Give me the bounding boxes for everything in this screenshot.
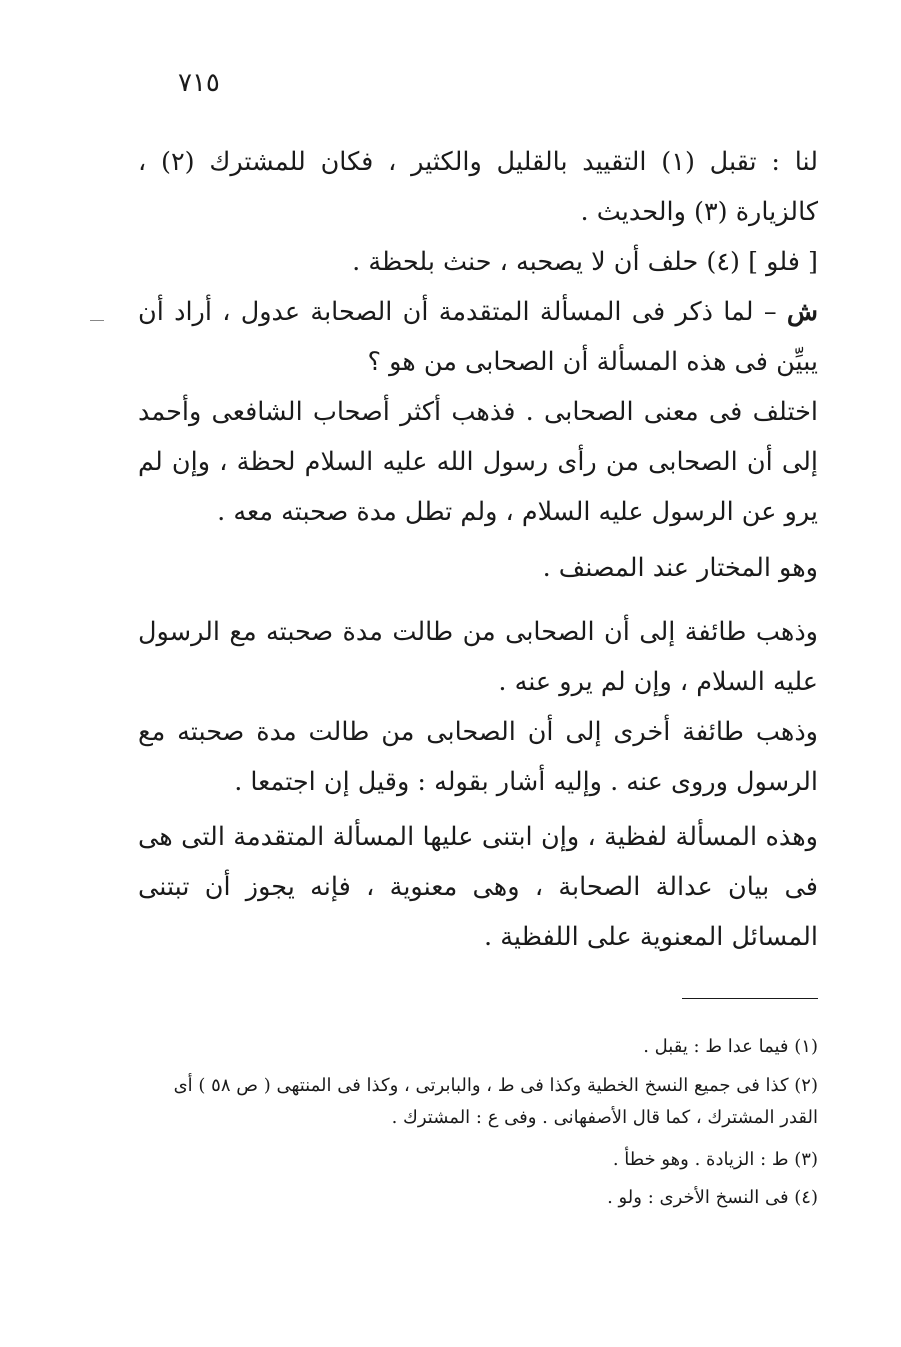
footnote-3: (٣) ط : الزيادة . وهو خطأ . bbox=[612, 1149, 818, 1170]
footnote-1: (١) فيما عدا ط : يقبل . bbox=[643, 1036, 818, 1057]
paragraph-4: اختلف فى معنى الصحابى . فذهب أكثر أصحاب الشافعى وأحمد إلى أن الصحابى من رأى رسول الله عليه السلام لحظة ، وإن لم يرو عن الرسول عليه السلام ، ولم تطل مدة صحبته معه . bbox=[138, 397, 818, 527]
paragraph-7: وذهب طائفة أخرى إلى أن الصحابى من طالت مدة صحبته مع الرسول وروى عنه . وإليه أشار بقوله : وقيل إن اجتمعا . bbox=[138, 717, 818, 797]
margin-mark bbox=[90, 320, 104, 321]
commentary-marker: ش bbox=[786, 297, 819, 327]
paragraph-3-text: – لما ذكر فى المسألة المتقدمة أن الصحابة عدول ، أراد أن يبيِّن فى هذه المسألة أن الصحابى من هو ؟ bbox=[138, 297, 818, 377]
paragraph-5: وهو المختار عند المصنف . bbox=[542, 553, 818, 583]
paragraph-1: لنا : تقبل (١) التقييد بالقليل والكثير ، فكان للمشترك (٢) ، كالزيارة (٣) والحديث . bbox=[138, 147, 818, 227]
page-number: ٧١٥ bbox=[178, 68, 220, 98]
paragraph-8: وهذه المسألة لفظية ، وإن ابتنى عليها المسألة المتقدمة التى هى فى بيان عدالة الصحابة ، وهى معنوية ، فإنه يجوز أن تبتنى المسائل المعنوية على اللفظية . bbox=[138, 822, 818, 952]
footnote-4: (٤) فى النسخ الأخرى : ولو . bbox=[607, 1187, 818, 1208]
paragraph-2: [ فلو ] (٤) حلف أن لا يصحبه ، حنث بلحظة . bbox=[352, 247, 818, 277]
paragraph-6: وذهب طائفة إلى أن الصحابى من طالت مدة صحبته مع الرسول عليه السلام ، وإن لم يرو عنه . bbox=[138, 617, 818, 697]
footnote-2: (٢) كذا فى جميع النسخ الخطية وكذا فى ط ، والبابرتى ، وكذا فى المنتهى ( ص ٥٨ ) أى القدر المشترك ، كما قال الأصفهانى . وفى ع : المشترك . bbox=[173, 1075, 818, 1128]
paragraph-3 bbox=[138, 287, 818, 387]
footnote-separator bbox=[682, 998, 818, 999]
